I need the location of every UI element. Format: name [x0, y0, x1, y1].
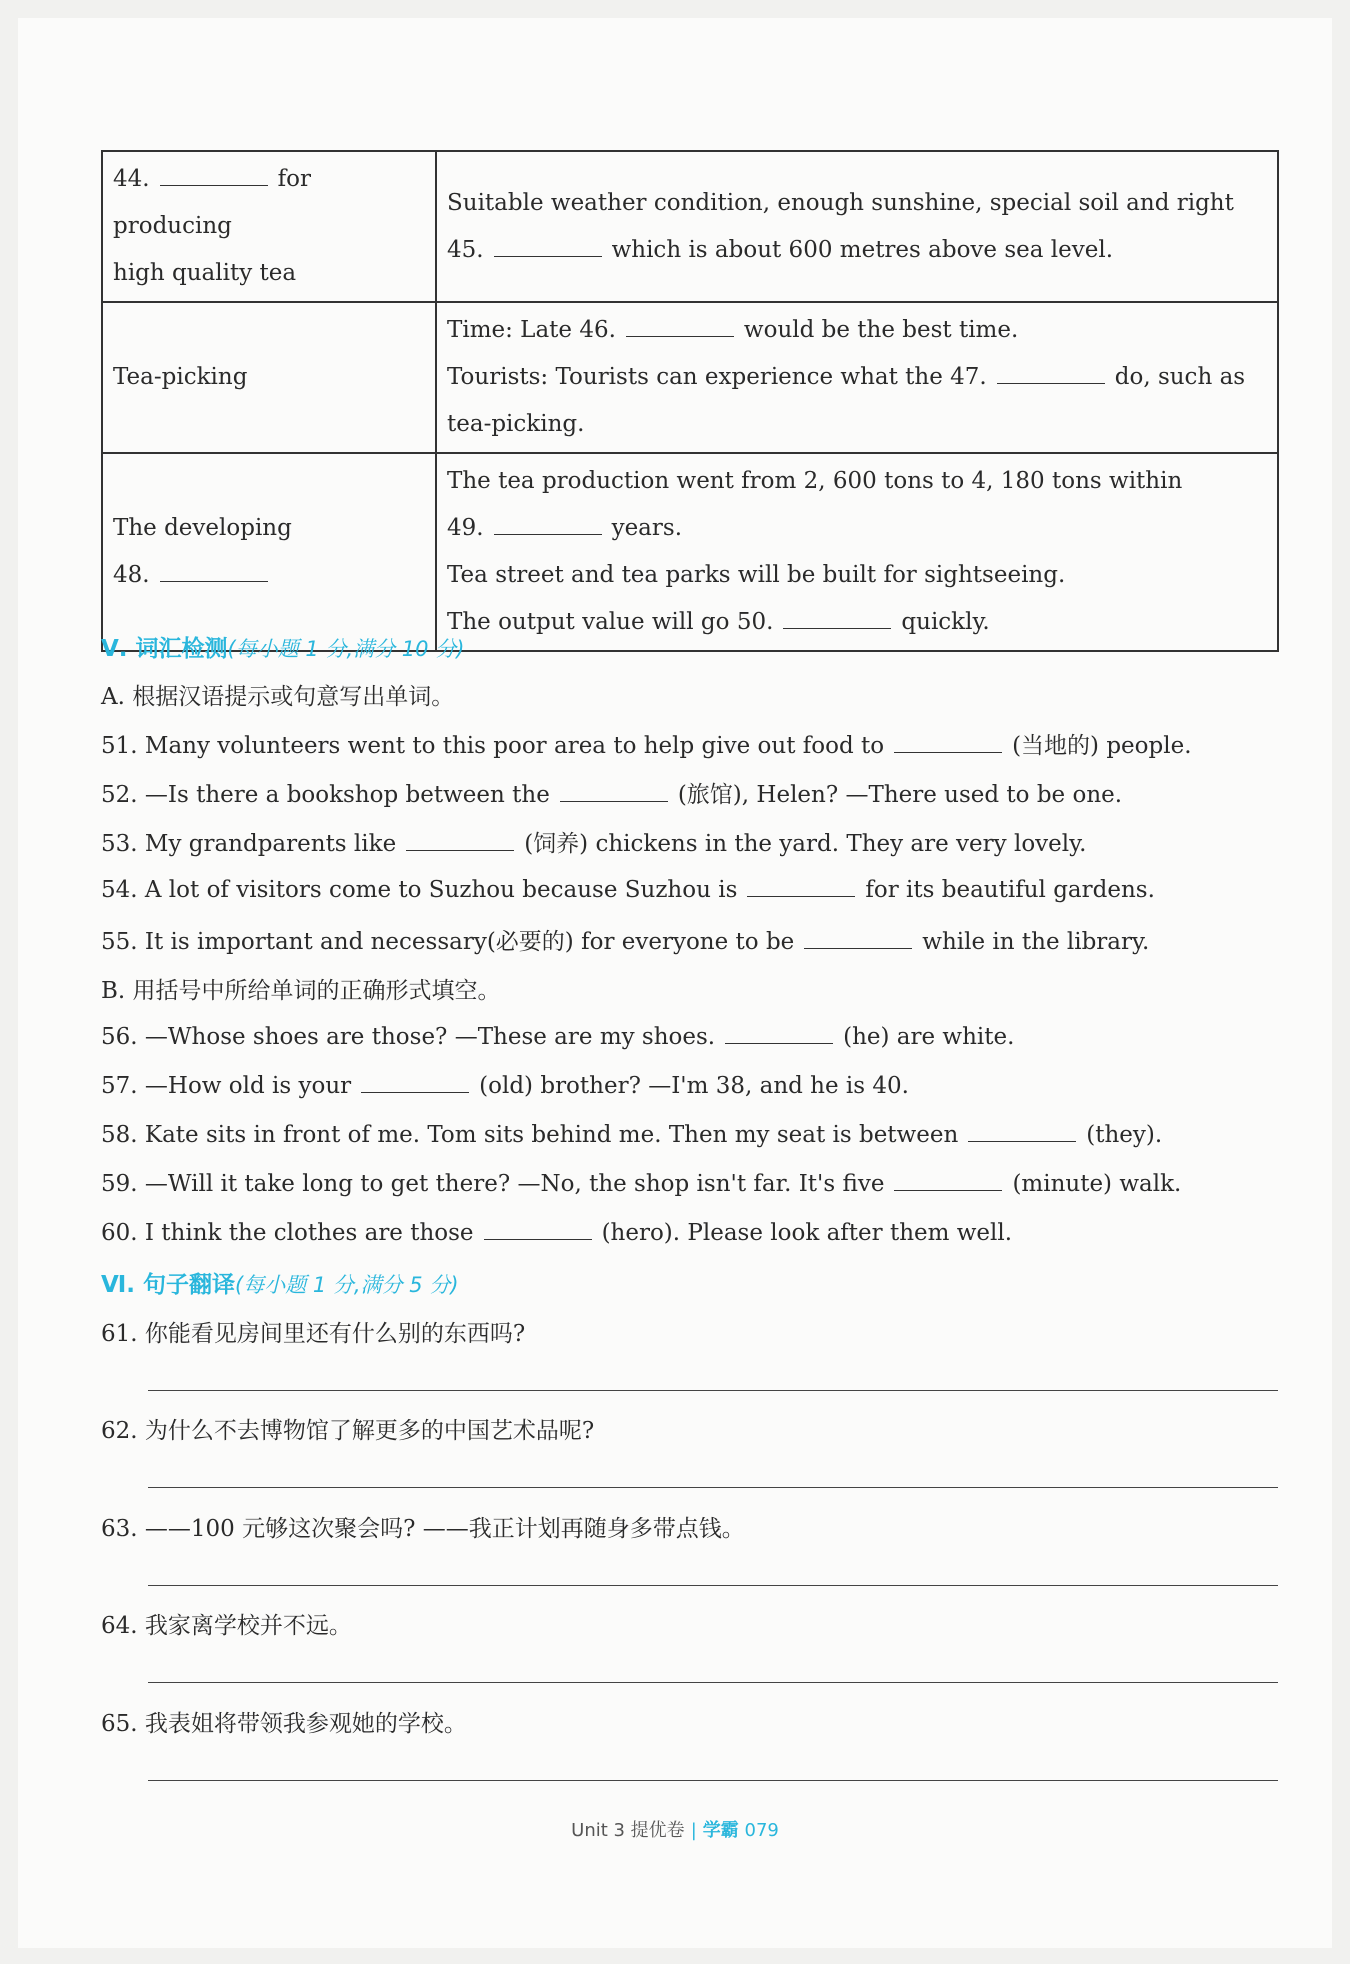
question-53: [101, 825, 1086, 858]
question-60: [101, 1217, 1012, 1246]
answer-blank[interactable]: [894, 730, 1002, 753]
cell-text: quickly.: [901, 609, 990, 635]
cell-text: tea-picking.: [447, 411, 585, 437]
footer-separator: |: [690, 1820, 697, 1841]
question-55: [101, 923, 1149, 956]
question-text: for its beautiful gardens.: [865, 877, 1155, 903]
table-cell: [436, 302, 1278, 453]
answer-blank[interactable]: [725, 1021, 833, 1044]
answer-blank[interactable]: [160, 163, 268, 186]
answer-blank[interactable]: [494, 512, 602, 535]
cell-text: Tea street and tea parks will be built for sightseeing.: [447, 562, 1066, 588]
question-text: 57. —How old is your: [101, 1073, 352, 1099]
question-text: (old) brother? —I'm 38, and he is 40.: [479, 1073, 909, 1099]
answer-line[interactable]: [148, 1682, 1278, 1683]
answer-blank[interactable]: [406, 828, 514, 851]
section-score-note: (每小题 1 分,满分 5 分): [235, 1273, 459, 1297]
table-cell: [102, 453, 436, 651]
cell-text: for producing: [113, 166, 311, 239]
question-63: 63. ——100 元够这次聚会吗? ——我正计划再随身多带点钱。: [101, 1516, 745, 1542]
question-61: 61. 你能看见房间里还有什么别的东西吗?: [101, 1321, 526, 1347]
answer-blank[interactable]: [626, 314, 734, 337]
cell-text: Tourists: Tourists can experience what the 47.: [447, 364, 987, 390]
answer-blank[interactable]: [997, 361, 1105, 384]
question-text: 58. Kate sits in front of me. Tom sits behind me. Then my seat is between: [101, 1122, 959, 1148]
question-59: [101, 1168, 1181, 1197]
answer-blank[interactable]: [494, 234, 602, 257]
cell-text: Tea-picking: [113, 364, 248, 390]
question-text: (旅馆), Helen? —There used to be one.: [677, 782, 1123, 808]
question-54: [101, 874, 1155, 903]
answer-blank[interactable]: [804, 926, 912, 949]
question-64: 64. 我家离学校并不远。: [101, 1613, 352, 1639]
question-57: [101, 1070, 909, 1099]
answer-blank[interactable]: [160, 559, 268, 582]
answer-blank[interactable]: [484, 1217, 592, 1240]
answer-blank[interactable]: [747, 874, 855, 897]
cell-text: 45.: [447, 236, 484, 263]
question-65: 65. 我表姐将带领我参观她的学校。: [101, 1711, 467, 1737]
cell-text: do, such as: [1114, 364, 1246, 390]
table-row: [102, 151, 1278, 302]
question-text: 56. —Whose shoes are those? —These are my shoes.: [101, 1024, 716, 1050]
part-b-instruction: B. 用括号中所给单词的正确形式填空。: [101, 978, 501, 1004]
table-cell: [436, 453, 1278, 651]
page-number: 079: [744, 1820, 779, 1841]
table-cell: [102, 302, 436, 453]
answer-blank[interactable]: [894, 1168, 1002, 1191]
question-text: while in the library.: [922, 929, 1150, 955]
answer-blank[interactable]: [361, 1070, 469, 1093]
cell-text: high quality tea: [113, 260, 297, 286]
question-text: 51. Many volunteers went to this poor area to help give out food to: [101, 733, 885, 759]
tea-info-table: [101, 150, 1279, 652]
cell-text: Suitable weather condition, enough sunshine, special soil and right: [447, 189, 1234, 216]
answer-line[interactable]: [148, 1487, 1278, 1488]
answer-blank[interactable]: [968, 1119, 1076, 1142]
question-62: 62. 为什么不去博物馆了解更多的中国艺术品呢?: [101, 1418, 595, 1444]
table-cell: [102, 151, 436, 302]
answer-blank[interactable]: [560, 779, 668, 802]
footer-brand: 学霸: [702, 1820, 739, 1841]
question-text: (饲养) chickens in the yard. They are very lovely.: [524, 831, 1087, 857]
cell-text: 48.: [113, 562, 150, 588]
question-text: 55. It is important and necessary(必要的) for everyone to be: [101, 929, 795, 955]
question-text: 52. —Is there a bookshop between the: [101, 782, 550, 808]
table-cell: [436, 151, 1278, 302]
cell-text: which is about 600 metres above sea level.: [611, 236, 1114, 263]
question-text: (当地的) people.: [1012, 733, 1192, 759]
answer-line[interactable]: [148, 1780, 1278, 1781]
question-text: (they).: [1086, 1122, 1163, 1148]
section-score-note: (每小题 1 分,满分 10 分): [227, 637, 465, 661]
section-5-title: [101, 630, 464, 663]
question-text: 59. —Will it take long to get there? —No, the shop isn't far. It's five: [101, 1171, 885, 1197]
question-text: (hero). Please look after them well.: [601, 1220, 1013, 1246]
cell-text: would be the best time.: [743, 317, 1019, 343]
question-text: 60. I think the clothes are those: [101, 1220, 474, 1246]
answer-line[interactable]: [148, 1585, 1278, 1586]
section-title-text: Ⅴ. 词汇检测: [101, 636, 228, 662]
answer-blank[interactable]: [783, 606, 891, 629]
question-56: [101, 1021, 1014, 1050]
cell-text: 44.: [113, 166, 150, 192]
footer-unit-label: Unit 3 提优卷: [571, 1820, 685, 1841]
cell-text: The tea production went from 2, 600 tons to 4, 180 tons within: [447, 468, 1183, 494]
cell-text: The output value will go 50.: [447, 609, 774, 635]
section-6-title: [101, 1266, 459, 1299]
question-text: (he) are white.: [843, 1024, 1015, 1050]
section-title-text: Ⅵ. 句子翻译: [101, 1272, 236, 1298]
answer-line[interactable]: [148, 1390, 1278, 1391]
cell-text: years.: [611, 515, 683, 541]
page-footer: [18, 1816, 1332, 1842]
question-text: 53. My grandparents like: [101, 831, 397, 857]
cell-text: Time: Late 46.: [447, 317, 616, 343]
part-a-instruction: A. 根据汉语提示或句意写出单词。: [101, 684, 455, 710]
question-text: (minute) walk.: [1012, 1171, 1182, 1197]
page: [18, 18, 1332, 1948]
table-row: [102, 302, 1278, 453]
cell-text: 49.: [447, 515, 484, 541]
question-52: [101, 776, 1122, 809]
question-51: [101, 727, 1192, 760]
cell-text: The developing: [113, 515, 292, 541]
question-text: 54. A lot of visitors come to Suzhou because Suzhou is: [101, 877, 738, 903]
table-row: [102, 453, 1278, 651]
question-58: [101, 1119, 1162, 1148]
